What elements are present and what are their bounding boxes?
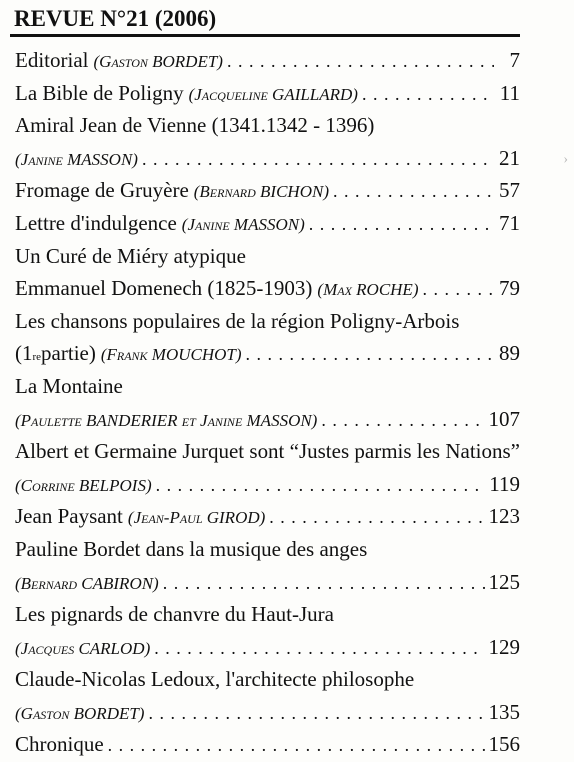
entry-author: (Jacques CARLOD) (15, 638, 151, 658)
entry-title: Chronique (15, 732, 104, 757)
entry-author: (Max ROCHE) (317, 280, 419, 300)
entry-title: Pauline Bordet dans la musique des anges (15, 536, 368, 561)
entry-title: Les pignards de chanvre du Haut-Jura (15, 602, 334, 627)
entry-title: Fromage de Gruyère (15, 178, 189, 203)
dot-leader (309, 207, 494, 241)
entry-author: (Corrine BELPOIS) (15, 475, 152, 495)
toc-entry (15, 566, 520, 599)
toc-entry (15, 696, 520, 729)
entry-author: (Jean-Paul GIROD) (127, 508, 266, 528)
toc-entry (15, 728, 520, 761)
toc-entry (15, 403, 520, 436)
entry-title: Emmanuel Domenech (1825-1903) (15, 276, 313, 301)
toc-entry (15, 240, 520, 273)
entry-page-number: 135 (488, 699, 520, 724)
entry-title: Editorial (15, 48, 89, 72)
toc-entry (15, 109, 520, 142)
toc-list (15, 44, 520, 761)
dot-leader (156, 468, 486, 502)
entry-page-number: 125 (488, 569, 520, 594)
entry-page-number: 89 (499, 341, 520, 366)
page-title: REVUE N°21 (2006) (14, 6, 217, 31)
entry-page-number: 7 (509, 48, 520, 72)
title-rule (10, 34, 520, 37)
entry-page-number: 11 (499, 80, 520, 105)
toc-entry (15, 44, 520, 77)
entry-title: La Montaine (15, 373, 123, 398)
dot-leader (227, 44, 494, 78)
entry-author: (Bernard BICHON) (193, 182, 329, 202)
entry-title-superscript: re (32, 351, 42, 364)
entry-author: (Janine MASSON) (15, 149, 138, 169)
dot-leader (362, 77, 494, 111)
dot-leader (163, 566, 485, 600)
entry-page-number: 129 (488, 634, 520, 659)
entry-page-number: 119 (489, 471, 520, 496)
toc-entry (15, 272, 520, 305)
entry-page-number: 156 (488, 732, 520, 757)
dot-leader (246, 337, 494, 371)
entry-author: (Bernard CABIRON) (15, 573, 159, 593)
dot-leader (148, 696, 484, 730)
dot-leader (154, 631, 484, 665)
entry-title: Lettre d'indulgence (15, 210, 177, 235)
entry-title-continued: partie) (41, 341, 96, 366)
entry-title: Jean Paysant (15, 504, 123, 529)
toc-entry (15, 631, 520, 664)
entry-page-number: 123 (488, 504, 520, 529)
entry-author: (Janine MASSON) (181, 214, 305, 234)
toc-entry (15, 468, 520, 501)
dot-leader (333, 174, 494, 208)
entry-page-number: 21 (499, 145, 520, 170)
entry-title: La Bible de Poligny (15, 80, 184, 105)
toc-entry (15, 305, 520, 338)
toc-entry (15, 500, 520, 533)
entry-title: Claude-Nicolas Ledoux, l'architecte philosophe (15, 667, 415, 692)
entry-page-number: 107 (488, 406, 520, 431)
entry-title: Un Curé de Miéry atypique (15, 243, 246, 268)
entry-author: (Frank MOUCHOT) (100, 345, 242, 365)
entry-author: (Jacqueline GAILLARD) (188, 84, 358, 104)
entry-author: (Gaston BORDET) (15, 703, 145, 723)
toc-entry (15, 207, 520, 240)
dot-leader (108, 728, 485, 762)
dot-leader (422, 272, 494, 306)
entry-title: Albert et Germaine Jurquet sont “Justes parmis les Nations” (15, 439, 520, 464)
margin-mark: › (563, 152, 568, 167)
toc-entry (15, 370, 520, 403)
toc-entry (15, 435, 520, 468)
dot-leader (142, 142, 494, 176)
dot-leader (321, 403, 484, 437)
entry-title: (1 (15, 341, 33, 366)
dot-leader (269, 500, 484, 534)
entry-title: Les chansons populaires de la région Poligny-Arbois (15, 308, 460, 333)
toc-entry (15, 663, 520, 696)
toc-entry (15, 598, 520, 631)
toc-entry (15, 142, 520, 175)
toc-entry (15, 77, 520, 110)
entry-title: Amiral Jean de Vienne (1341.1342 - 1396) (15, 113, 375, 138)
entry-author: (Gaston BORDET) (93, 52, 223, 71)
entry-page-number: 71 (499, 210, 520, 235)
entry-page-number: 79 (499, 276, 520, 301)
toc-entry (15, 174, 520, 207)
entry-page-number: 57 (499, 178, 520, 203)
toc-entry (15, 533, 520, 566)
entry-author: (Paulette BANDERIER et Janine MASSON) (15, 410, 318, 430)
toc-entry (15, 337, 520, 370)
